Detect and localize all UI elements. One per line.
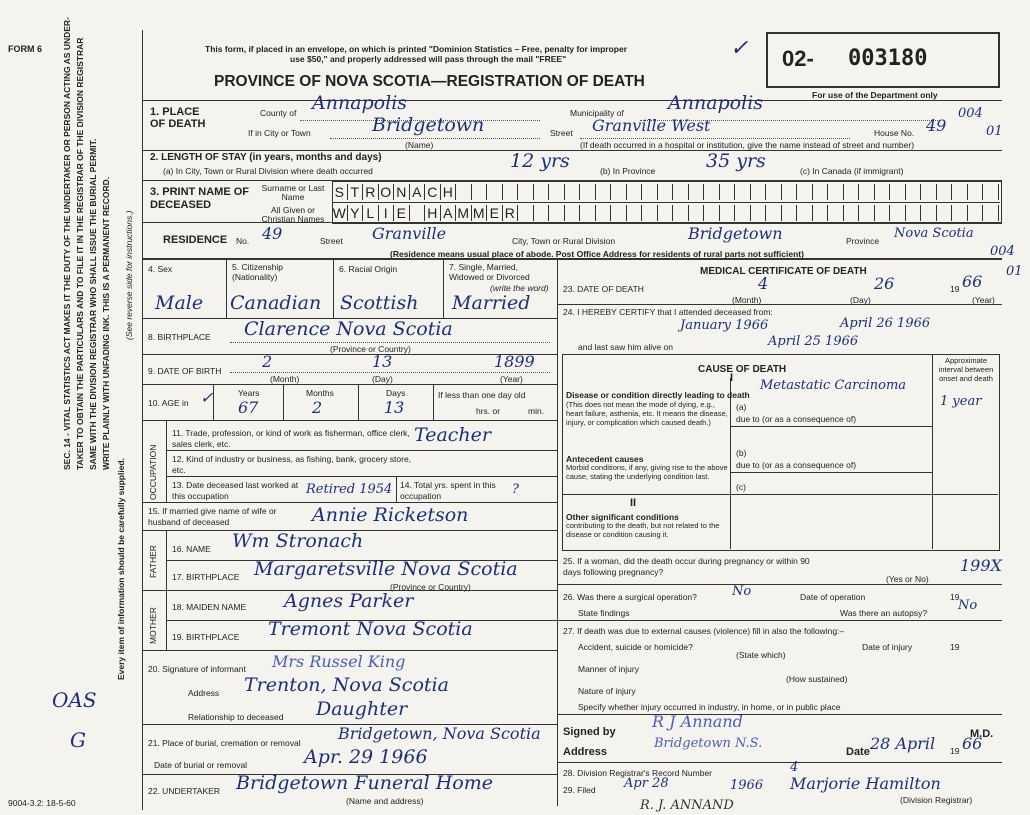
filed-year: 1966: [730, 778, 764, 793]
given-name-cell: [704, 205, 720, 221]
surname-cell: [844, 184, 860, 200]
given-name-cell: [952, 205, 968, 221]
given-name-cell: [890, 205, 906, 221]
surname-cell: [456, 184, 472, 200]
given-name-cell: [844, 205, 860, 221]
form-number: FORM 6: [8, 44, 43, 54]
father-name-value: Wm Stronach: [232, 530, 364, 552]
surname-cell: [828, 184, 844, 200]
informant-signature: Mrs Russel King: [272, 652, 406, 671]
given-name-cell: [642, 205, 658, 221]
given-name-cell: [658, 205, 674, 221]
notice-line-1: This form, if placed in an envelope, on which is printed "Dominion Statistics – Free, penalty for improper: [205, 44, 628, 54]
print-name-label: 3. PRINT NAME OF DECEASED: [150, 186, 250, 211]
surname-cell: H: [441, 184, 457, 200]
given-name-cell: M: [472, 205, 488, 221]
surname-cell: [797, 184, 813, 200]
check-mark: ✓: [730, 36, 749, 61]
registration-number: 003180: [848, 46, 928, 71]
department-use-note: For use of the Department only: [812, 90, 938, 100]
death-registration-form: FORM 6 SEC. 14 - VITAL STATISTICS ACT MAKES IT THE DUTY OF THE UNDERTAKER OR PERSON ACTING AS UNDER- TAKER TO OBTAIN THE PARTICULARS AND TO FILE IT IN THE REGISTRAR OF THE DIVISION REGISTRAR SAME WITH THE DIVISION REGISTRAR WHO SHALL ISSUE THE BURIAL PERMIT. WRITE PLAINLY WITH UNFADING INK. THIS IS A PERMANENT RECORD. Every item of information should be carefully supplied. (See reverse side for instructions.) OAS G 9004-3.2: 18-5-60 This form, if placed in an envelope, on which is printed "Dominion Statistics – Free, penalty for improper use $50," and properly addressed will pass through the mail "FREE" PROVINCE OF NOVA SCOTIA—REGISTRATION OF DEATH ✓ 02- 003180 For use of the Department only 1. PLACE OF DEATH County of Annapolis Municipality of Annapolis 004 If in City or Town Bridgetown (Name) Street Granville West House No. 49 01 (If death occurred in a hospital or institution, give the name instead of street and number) 2. LENGTH OF STAY (in years, months and days) (a) In City, Town or Rural Division where death occurred 12 yrs (b) In Province 35 yrs (c) In Canada (if immigrant) 3. PRINT NAME OF DECEASED Surname or Last Name All Given or Christian Names S T R O N A C H W Y L I E H A M M E R RESIDENCE No. 49 Street Granville City, Town or Rural Division Bridgetown Province Nova Scotia (Residence means usual place of abode. Post Office Address for residents of rural parts not sufficient) 004 01 4. Sex 5. Citizenship (Nationality) 6. Racial Origin 7. Single, Married, Widowed or Divorced (write the word) Male Canadian Scottish Married 8. BIRTHPLACE Clarence Nova Scotia (Province or Country) 9. DATE OF BIRTH 2 13 1899 (Month) (Day) (Year) 10. AGE in ✓ Years Months Days 67 2 13 If less than one day old hrs. or min. OCCUPATION 11. Trade, profession, or kind of work as fisherman, office clerk, sales clerk, etc. Teacher 12. Kind of industry or business, as fishing, bank, grocery store, etc. 13. Date deceased last worked at this occupation Retired 1954 14. Total yrs. spent in this occupation ? 15. If married give name of wife or husband of deceased Annie Ricketson FATHER 16. NAME Wm Stronach 17. BIRTHPLACE Margaretsville Nova Scotia (Province or Country) MOTHER 18. MAIDEN NAME Agnes Parker 19. BIRTHPLACE Tremont Nova Scotia 20. Signature of informant Mrs Russel King Address Trenton, Nova Scotia Relationship to deceased Daughter 21. Place of burial, cremation or removal Bridgetown, Nova Scotia Date of burial or removal Apr. 29 1966 22. UNDERTAKER Bridgetown Funeral Home (Name and address) MEDICAL CERTIFICATE OF DEATH 23. DATE OF DEATH 4 26 19 66 (Month) (Day) (Year) 24. I HEREBY CERTIFY that I attended deceased from: January 1966 April 26 1966 and last saw him alive on April 25 1966 CAUSE OF DEATH Approximate interval between onset and death I Disease or condition directly leading to death (This does not mean the mode of dying, e.g., heart failure, asthenia, etc. It means the disease, injury, or complication which caused death.) (a) Metastatic Carcinoma 1 year due to (or as a consequence of) Antecedent causes Morbid conditions, if any, giving rise to the above cause, stating the underlying condition last. (b) due to (or as a consequence of) (c) II Other significant conditions contributing to the death, but not related to the disease or condition causing it. 25. If a woman, did the death occur during pregnancy or within 90 days following pregnancy? (Yes or No) 199X 26. Was there a surgical operation? No Date of operation 19 State findings Was there an autopsy? No 27. If death was due to external causes (violence) fill in also the following:– Accident, suicide or homicide? (State which) Date of injury 19 Manner of injury Nature of injury (How sustained) Specify whether injury occurred in industry, in home, or in public place Signed by R J Annand M.D. Address Bridgetown N.S. Date 28 April 19 66 28. Division Registrar's Record Number 4 29. Filed Apr 28 1966 Marjorie Hamilton (Division Registrar) R. J. ANNAND: [8, 17, 1023, 813]
given-name-cell: [673, 205, 689, 221]
relationship-value: Daughter: [316, 698, 408, 720]
surname-cell: [580, 184, 596, 200]
given-name-cell: [627, 205, 643, 221]
given-name-cell: [906, 205, 922, 221]
surname-cell: [658, 184, 674, 200]
birthplace-value: Clarence Nova Scotia: [244, 318, 453, 340]
surname-cell: C: [425, 184, 441, 200]
dob-month: 2: [262, 352, 273, 371]
given-name-cell: [797, 205, 813, 221]
statute-text-2: TAKER TO OBTAIN THE PARTICULARS AND TO FILE IT IN THE REGISTRAR OF THE DIVISION REGISTRAR: [75, 37, 85, 470]
surname-cell: O: [379, 184, 395, 200]
filed-date: Apr 28: [624, 776, 669, 791]
residence-street: Granville: [372, 224, 447, 243]
given-name-cell: [518, 205, 534, 221]
stay-province-value: 35 yrs: [706, 150, 766, 172]
mother-birthplace-value: Tremont Nova Scotia: [268, 618, 473, 640]
surname-cell: [921, 184, 937, 200]
surname-cell: [751, 184, 767, 200]
county-value: Annapolis: [312, 92, 408, 114]
surname-cell: [549, 184, 565, 200]
given-name-cell: [410, 205, 426, 221]
given-name-cell: [766, 205, 782, 221]
autopsy-value: No: [958, 598, 978, 613]
attended-from: January 1966: [680, 318, 769, 333]
house-number-value: 49: [926, 116, 947, 135]
residence-city: Bridgetown: [688, 224, 783, 243]
surname-cell: [534, 184, 550, 200]
surname-cell: [766, 184, 782, 200]
given-name-cell: H: [425, 205, 441, 221]
place-of-death-label: 1. PLACE OF DEATH: [150, 106, 206, 130]
surname-cell: [472, 184, 488, 200]
surname-cell: N: [394, 184, 410, 200]
surname-cell: S: [332, 184, 348, 200]
given-name-cell: [875, 205, 891, 221]
notice-line-2: use $50," and properly addressed will pass through the mail "FREE": [290, 54, 567, 64]
surname-grid: [332, 184, 999, 200]
surname-cell: [813, 184, 829, 200]
statute-text-1: SEC. 14 - VITAL STATISTICS ACT MAKES IT THE DUTY OF THE UNDERTAKER OR PERSON ACTING AS UNDER-: [62, 17, 72, 470]
burial-date-value: Apr. 29 1966: [304, 746, 428, 768]
surname-cell: [890, 184, 906, 200]
signature-year: 66: [962, 734, 983, 753]
surname-cell: [487, 184, 503, 200]
municipality-code: 004: [958, 106, 983, 121]
undertaker-value: Bridgetown Funeral Home: [236, 772, 494, 794]
given-name-cell: [720, 205, 736, 221]
given-name-cell: E: [394, 205, 410, 221]
sex-value: Male: [155, 292, 204, 314]
city-value: Bridgetown: [372, 114, 485, 136]
given-name-cell: Y: [348, 205, 364, 221]
given-name-cell: [921, 205, 937, 221]
municipality-value: Annapolis: [668, 92, 764, 114]
given-name-cell: I: [379, 205, 395, 221]
surname-cell: [937, 184, 953, 200]
given-name-cell: [596, 205, 612, 221]
statute-text-4: WRITE PLAINLY WITH UNFADING INK. THIS IS A PERMANENT RECORD.: [101, 176, 111, 470]
physician-signature: R J Annand: [652, 712, 743, 731]
given-name-cell: [565, 205, 581, 221]
surname-cell: T: [348, 184, 364, 200]
given-name-cell: [983, 205, 999, 221]
surname-cell: [968, 184, 984, 200]
given-name-cell: [937, 205, 953, 221]
age-months: 2: [312, 398, 323, 417]
given-name-cell: [828, 205, 844, 221]
surname-cell: [735, 184, 751, 200]
given-name-cell: L: [363, 205, 379, 221]
surname-cell: [627, 184, 643, 200]
registration-prefix: 02-: [782, 46, 814, 71]
house-code: 01: [986, 124, 1003, 139]
age-years: 67: [238, 398, 259, 417]
given-name-cell: E: [487, 205, 503, 221]
surname-cell: [503, 184, 519, 200]
given-name-cell: [580, 205, 596, 221]
surgery-value: No: [732, 584, 752, 599]
pregnancy-code: 199X: [960, 556, 1002, 575]
given-name-cell: [611, 205, 627, 221]
occupation-value: Teacher: [414, 424, 491, 446]
surname-cell: [906, 184, 922, 200]
given-name-cell: [549, 205, 565, 221]
attended-to: April 26 1966: [840, 316, 931, 331]
registrar-signature: Marjorie Hamilton: [790, 774, 941, 793]
surname-cell: [983, 184, 999, 200]
given-name-cell: [813, 205, 829, 221]
margin-note-oas: OAS: [52, 688, 97, 712]
surname-cell: [689, 184, 705, 200]
dob-day: 13: [372, 352, 393, 371]
surname-cell: [518, 184, 534, 200]
surname-cell: [642, 184, 658, 200]
father-birthplace-value: Margaretsville Nova Scotia: [254, 558, 518, 580]
surname-cell: [611, 184, 627, 200]
registrar-record-number: 4: [790, 760, 799, 775]
length-of-stay-label: 2. LENGTH OF STAY (in years, months and days): [150, 152, 382, 163]
given-name-cell: [751, 205, 767, 221]
informant-address: Trenton, Nova Scotia: [244, 674, 449, 696]
last-saw-alive: April 25 1966: [768, 334, 859, 349]
street-value: Granville West: [592, 116, 711, 135]
signature-date: 28 April: [870, 734, 936, 753]
printed-physician-name: R. J. ANNAND: [640, 798, 734, 813]
registration-number-box: [766, 32, 1000, 88]
interval-a-value: 1 year: [940, 394, 982, 409]
cause-a-value: Metastatic Carcinoma: [760, 378, 907, 393]
surname-cell: [673, 184, 689, 200]
given-name-cell: [534, 205, 550, 221]
residence-province: Nova Scotia: [894, 226, 974, 241]
surname-cell: R: [363, 184, 379, 200]
given-name-cell: [782, 205, 798, 221]
spouse-value: Annie Ricketson: [312, 504, 469, 526]
given-name-cell: [735, 205, 751, 221]
surname-cell: [859, 184, 875, 200]
stay-city-value: 12 yrs: [510, 150, 570, 172]
dob-year: 1899: [494, 352, 535, 371]
surname-cell: [704, 184, 720, 200]
statute-text-3: SAME WITH THE DIVISION REGISTRAR WHO SHALL ISSUE THE BURIAL PERMIT.: [88, 138, 98, 470]
origin-value: Scottish: [340, 292, 419, 314]
given-name-cell: [689, 205, 705, 221]
age-days: 13: [384, 398, 405, 417]
death-year: 66: [962, 272, 983, 291]
death-month: 4: [758, 274, 769, 293]
medical-title: MEDICAL CERTIFICATE OF DEATH: [700, 266, 867, 277]
surname-cell: [952, 184, 968, 200]
total-years-value: ?: [512, 482, 519, 497]
given-name-cell: A: [441, 205, 457, 221]
given-names-grid: [332, 205, 999, 221]
physician-address: Bridgetown N.S.: [654, 736, 763, 751]
death-day: 26: [874, 274, 895, 293]
every-item-note: Every item of information should be carefully supplied.: [116, 458, 126, 680]
surname-cell: [565, 184, 581, 200]
last-worked-value: Retired 1954: [306, 482, 393, 497]
surname-cell: [596, 184, 612, 200]
given-name-cell: [968, 205, 984, 221]
mother-name-value: Agnes Parker: [284, 590, 414, 612]
burial-place-value: Bridgetown, Nova Scotia: [338, 724, 541, 743]
given-name-cell: R: [503, 205, 519, 221]
marital-value: Married: [452, 292, 531, 314]
given-name-cell: [859, 205, 875, 221]
margin-note-g: G: [70, 728, 86, 752]
citizenship-value: Canadian: [230, 292, 322, 314]
given-name-cell: M: [456, 205, 472, 221]
residence-number: 49: [262, 224, 283, 243]
surname-cell: [782, 184, 798, 200]
form-title: PROVINCE OF NOVA SCOTIA—REGISTRATION OF DEATH: [214, 73, 645, 90]
given-name-cell: W: [332, 205, 346, 221]
surname-cell: [875, 184, 891, 200]
see-reverse-note: (See reverse side for instructions.): [124, 210, 134, 340]
form-code: 9004-3.2: 18-5-60: [8, 798, 76, 808]
surname-cell: [720, 184, 736, 200]
surname-cell: A: [410, 184, 426, 200]
